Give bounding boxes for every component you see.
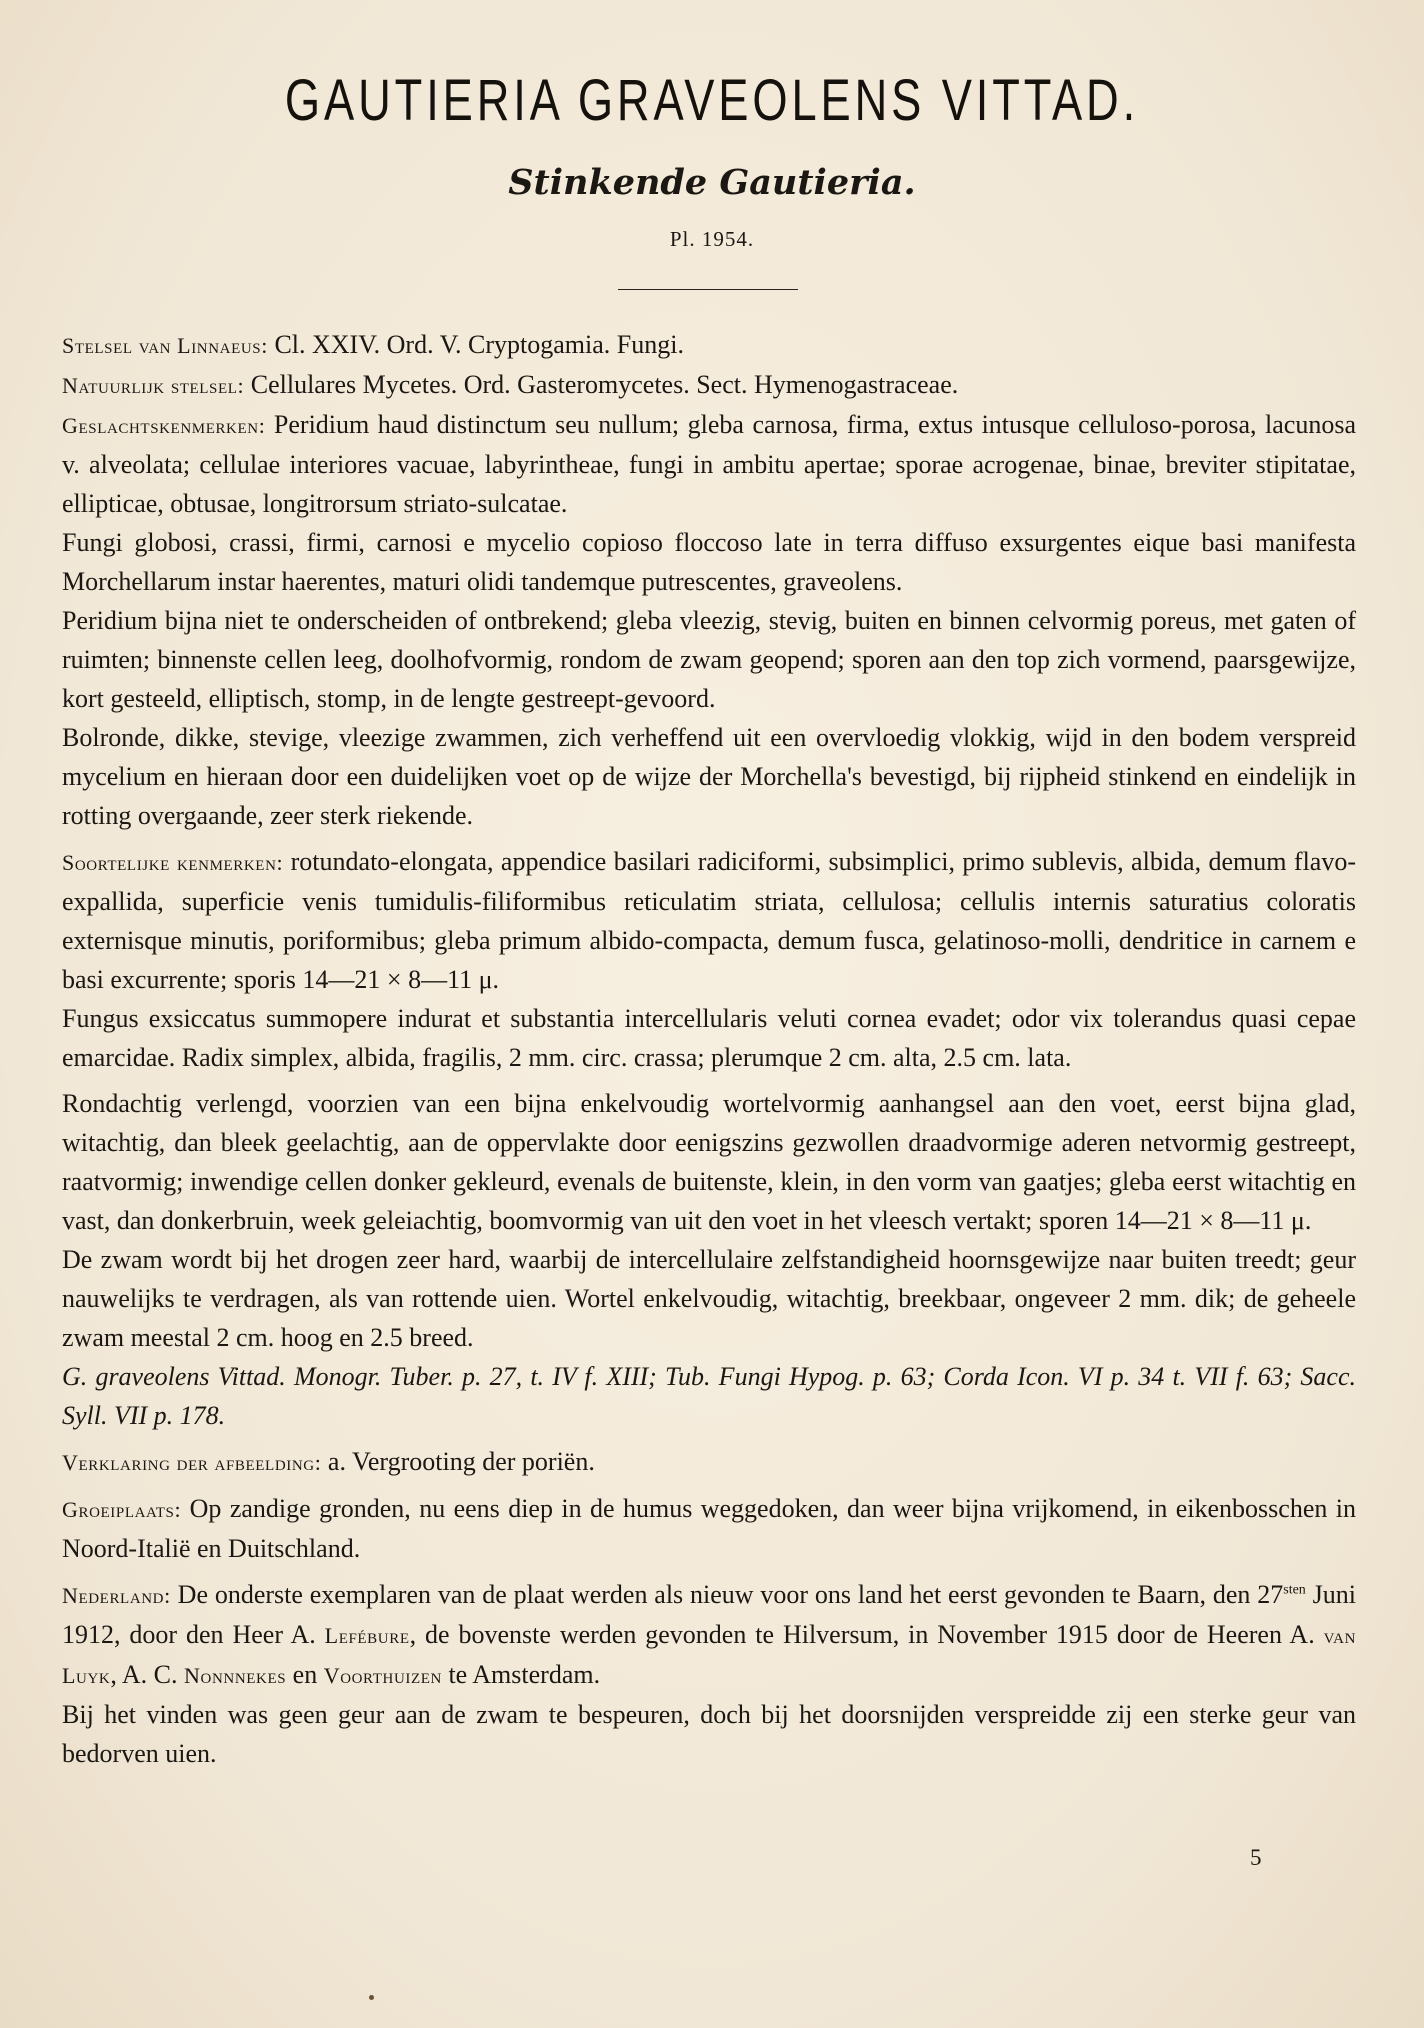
page-number: 5 xyxy=(1250,1845,1262,1870)
ordinal-suffix: sten xyxy=(1283,1582,1306,1598)
paragraph-text: en xyxy=(286,1660,324,1689)
species-latin-paragraph: Fungus exsiccatus summopere indurat et substantia intercellularis veluti cornea evadet; odor vix tolerandus quasi cepae emarcidae. Radix simplex, albida, fragilis, 2 mm. circ. crassa; plerumque 2 cm. alta, 2.5 cm. lata. xyxy=(62,1004,1356,1072)
title-divider xyxy=(618,289,798,290)
figure-explanation-paragraph xyxy=(62,1442,1356,1482)
person-name: Voorthuizen xyxy=(323,1663,442,1688)
literature-references: G. graveolens Vittad. Monogr. Tuber. p. 27, t. IV f. XIII; Tub. Fungi Hypog. p. 63; Corda Icon. VI p. 34 t. VII f. 63; Sacc. Syll. VII p. 178. xyxy=(62,1362,1356,1430)
print-speck xyxy=(369,1995,374,2000)
section-label: Stelsel van Linnaeus: xyxy=(62,333,268,358)
section-label: Nederland: xyxy=(62,1583,171,1608)
paragraph-text: Cl. XXIV. Ord. V. Cryptogamia. Fungi. xyxy=(267,330,684,359)
paragraph-text: te Amsterdam. xyxy=(441,1660,601,1689)
person-name: van Luyk xyxy=(62,1623,1357,1688)
common-name-subtitle: Stinkende Gautieria. xyxy=(508,162,916,203)
species-title: GAUTIERIA GRAVEOLENS VITTAD. xyxy=(284,68,1140,133)
section-label: Verklaring der afbeelding: xyxy=(62,1450,322,1475)
paragraph-text: Peridium haud distinctum seu nullum; gleba carnosa, firma, extus intusque celluloso-porosa, lacunosa v. alveolata; cellulae interiores vacuae, labyrintheae, fungi in ambitu apertae; sporae acrogenae, binae, breviter stipitatae, ellipticae, obtusae, longitrorsum striato-sulcatae. xyxy=(62,410,1356,518)
paragraph-text: Op zandige gronden, nu eens diep in de humus weggedoken, dan weer bijna vrijkomend, in eikenbosschen in Noord-Italië en Duitschland. xyxy=(62,1494,1356,1563)
paragraph-text: , de bovenste werden gevonden te Hilversum, in November 1915 door de Heeren A. xyxy=(409,1620,1324,1649)
discovery-note-paragraph: Bij het vinden was geen geur aan de zwam te bespeuren, doch bij het doorsnijden verspreidde zij een sterke geur van bedorven uien. xyxy=(62,1700,1356,1768)
paragraph-text: Cellulares Mycetes. Ord. Gasteromycetes. Sect. Hymenogastraceae. xyxy=(244,370,959,399)
habitat-paragraph xyxy=(62,1489,1356,1568)
plate-number: Pl. 1954. xyxy=(669,227,755,251)
paragraph-text: De onderste exemplaren van de plaat werden als nieuw voor ons land het eerst gevonden te Baarn, den 27 xyxy=(170,1580,1284,1609)
species-dutch-paragraph: Rondachtig verlengd, voorzien van een bijna enkelvoudig wortelvormig aanhangsel aan den voet, eerst bijna glad, witachtig, dan bleek geelachtig, aan de oppervlakte door eenigszins gezwollen draadvormige aderen netvormig gestreept, raatvormig; inwendige cellen donker gekleurd, evenals de buitenste, klein, in den vorm van gaatjes; gleba eerst witachtig en vast, dan donkerbruin, week geleiachtig, boomvormig van uit den voet in het vleesch vertakt; sporen 14—21 × 8—11 μ. xyxy=(62,1089,1356,1235)
netherlands-paragraph xyxy=(62,1575,1356,1695)
genus-latin-paragraph: Fungi globosi, crassi, firmi, carnosi e mycelio copioso floccoso late in terra diffuso exsurgentes eique basi manifesta Morchellarum instar haerentes, maturi olidi tandemque putrescentes, graveolens. xyxy=(62,528,1356,596)
paragraph-text: , A. C. xyxy=(110,1660,185,1689)
genus-dutch-paragraph: Peridium bijna niet te onderscheiden of ontbrekend; gleba vleezig, stevig, buiten en binnen celvormig poreus, met gaten of ruimten; binnenste cellen leeg, doolhofvormig, rondom de zwam geopend; sporen aan den top zich vormend, paarsgewijze, kort gesteeld, elliptisch, stomp, in de lengte gestreept-gevoord. xyxy=(62,606,1356,713)
section-label: Geslachtskenmerken: xyxy=(62,413,266,438)
linnaeus-system-paragraph xyxy=(62,325,1356,365)
section-label: Soortelijke kenmerken: xyxy=(62,850,284,875)
species-dutch-paragraph-2: De zwam wordt bij het drogen zeer hard, waarbij de intercellulaire zelfstandigheid hoornsgewijze naar buiten treedt; geur nauwelijks te verdragen, als van rottende uien. Wortel enkelvoudig, witachtig, breekbaar, ongeveer 2 mm. dik; de geheele zwam meestal 2 cm. hoog en 2.5 breed. xyxy=(62,1245,1356,1352)
paragraph-text: rotundato-elongata, appendice basilari radiciformi, subsimplici, primo sublevis, albida, demum flavo-expallida, superficie venis tumidulis-filiformibus reticulatim striata, cellulosa; cellulis internis saturatius coloratis externisque minutis, poriformibus; gleba primum albido-compacta, demum fusca, gelatinoso-molli, dendritice in carnem e basi excurrente; sporis 14—21 × 8—11 μ. xyxy=(62,847,1356,994)
paragraph-text: a. Vergrooting der poriën. xyxy=(321,1447,595,1476)
genus-dutch-paragraph-2: Bolronde, dikke, stevige, vleezige zwammen, zich verheffend uit een overvloedig vlokkig, wijd in den bodem verspreid mycelium en hieraan door een duidelijken voet op de wijze der Morchella's bevestigd, bij rijpheid stinkend en eindelijk in rotting overgaande, zeer sterk riekende. xyxy=(62,723,1356,830)
description-body xyxy=(62,325,1356,1773)
species-characters-paragraph xyxy=(62,842,1356,999)
paragraph-text: Juni 1912, door den Heer A. xyxy=(62,1580,1356,1649)
natural-system-paragraph xyxy=(62,365,1356,405)
section-label: Natuurlijk stelsel: xyxy=(62,373,245,398)
person-name: Lefébure xyxy=(324,1623,410,1648)
genus-characters-paragraph xyxy=(62,405,1356,523)
person-name: Nonnnekes xyxy=(184,1663,287,1688)
section-label: Groeiplaats: xyxy=(62,1497,182,1522)
